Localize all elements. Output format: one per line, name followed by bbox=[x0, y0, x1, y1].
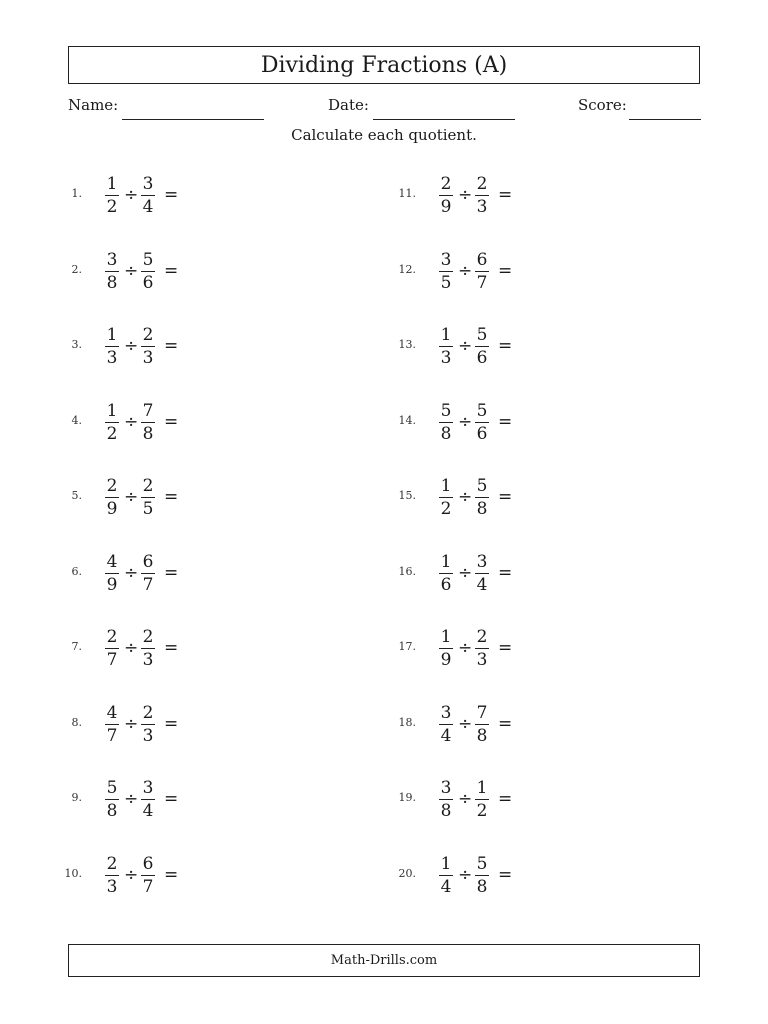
problem-number: 10. bbox=[64, 867, 82, 880]
numerator: 1 bbox=[106, 325, 118, 345]
divisor-fraction bbox=[474, 174, 490, 217]
fraction-bar bbox=[439, 497, 453, 498]
problem-number: 19. bbox=[398, 791, 416, 804]
dividend-fraction bbox=[104, 854, 120, 897]
fraction-bar bbox=[439, 422, 453, 423]
divisor-fraction bbox=[140, 250, 156, 293]
divisor-fraction bbox=[140, 552, 156, 595]
divide-sign: ÷ bbox=[458, 638, 473, 658]
dividend-fraction bbox=[438, 627, 454, 670]
divisor-fraction bbox=[140, 778, 156, 821]
problem-item bbox=[56, 250, 316, 294]
problem-number: 2. bbox=[71, 263, 82, 276]
dividend-fraction bbox=[438, 703, 454, 746]
numerator: 3 bbox=[440, 250, 452, 270]
problem-number: 16. bbox=[398, 565, 416, 578]
problem-number: 1. bbox=[71, 187, 82, 200]
score-line[interactable] bbox=[629, 119, 701, 120]
fraction-bar bbox=[439, 346, 453, 347]
instructions: Calculate each quotient. bbox=[291, 126, 477, 144]
denominator: 4 bbox=[440, 877, 452, 897]
denominator: 8 bbox=[476, 499, 488, 519]
dividend-fraction bbox=[104, 552, 120, 595]
numerator: 4 bbox=[106, 703, 118, 723]
fraction-bar bbox=[439, 271, 453, 272]
fraction-bar bbox=[105, 195, 119, 196]
fraction-bar bbox=[105, 875, 119, 876]
numerator: 7 bbox=[142, 401, 154, 421]
divisor-fraction bbox=[474, 401, 490, 444]
fraction-bar bbox=[439, 799, 453, 800]
equals-sign: = bbox=[498, 261, 513, 281]
equals-sign: = bbox=[164, 789, 179, 809]
divide-sign: ÷ bbox=[124, 412, 139, 432]
numerator: 3 bbox=[440, 703, 452, 723]
equals-sign: = bbox=[164, 261, 179, 281]
numerator: 7 bbox=[476, 703, 488, 723]
denominator: 4 bbox=[476, 575, 488, 595]
divisor-fraction bbox=[140, 174, 156, 217]
denominator: 7 bbox=[106, 650, 118, 670]
numerator: 2 bbox=[142, 703, 154, 723]
dividend-fraction bbox=[104, 627, 120, 670]
fraction-bar bbox=[141, 573, 155, 574]
denominator: 8 bbox=[476, 877, 488, 897]
fraction-bar bbox=[475, 799, 489, 800]
denominator: 6 bbox=[142, 273, 154, 293]
problem-number: 8. bbox=[71, 716, 82, 729]
problem-number: 7. bbox=[71, 640, 82, 653]
divisor-fraction bbox=[140, 854, 156, 897]
fraction-bar bbox=[141, 724, 155, 725]
dividend-fraction bbox=[104, 476, 120, 519]
denominator: 8 bbox=[440, 424, 452, 444]
problem-item bbox=[56, 778, 316, 822]
denominator: 3 bbox=[142, 726, 154, 746]
problem-number: 18. bbox=[398, 716, 416, 729]
divisor-fraction bbox=[140, 401, 156, 444]
equals-sign: = bbox=[164, 563, 179, 583]
denominator: 4 bbox=[142, 197, 154, 217]
denominator: 8 bbox=[440, 801, 452, 821]
problem-item bbox=[390, 401, 650, 445]
problem-item bbox=[390, 325, 650, 369]
divisor-fraction bbox=[474, 778, 490, 821]
dividend-fraction bbox=[438, 552, 454, 595]
denominator: 2 bbox=[106, 197, 118, 217]
denominator: 2 bbox=[106, 424, 118, 444]
divide-sign: ÷ bbox=[124, 789, 139, 809]
divide-sign: ÷ bbox=[458, 865, 473, 885]
numerator: 2 bbox=[106, 627, 118, 647]
denominator: 8 bbox=[106, 273, 118, 293]
numerator: 2 bbox=[106, 854, 118, 874]
numerator: 2 bbox=[476, 627, 488, 647]
problem-item bbox=[390, 174, 650, 218]
problem-item bbox=[56, 703, 316, 747]
name-label: Name: bbox=[68, 96, 119, 114]
numerator: 2 bbox=[142, 476, 154, 496]
divide-sign: ÷ bbox=[124, 714, 139, 734]
equals-sign: = bbox=[498, 487, 513, 507]
problem-item bbox=[56, 325, 316, 369]
denominator: 3 bbox=[142, 348, 154, 368]
problem-number: 17. bbox=[398, 640, 416, 653]
equals-sign: = bbox=[498, 714, 513, 734]
problem-number: 12. bbox=[398, 263, 416, 276]
dividend-fraction bbox=[438, 250, 454, 293]
problem-number: 20. bbox=[398, 867, 416, 880]
fraction-bar bbox=[475, 573, 489, 574]
denominator: 2 bbox=[440, 499, 452, 519]
equals-sign: = bbox=[498, 865, 513, 885]
worksheet-title-text: Dividing Fractions (A) bbox=[260, 52, 508, 78]
divide-sign: ÷ bbox=[458, 563, 473, 583]
fraction-bar bbox=[105, 648, 119, 649]
denominator: 3 bbox=[476, 197, 488, 217]
numerator: 2 bbox=[476, 174, 488, 194]
footer bbox=[68, 944, 700, 977]
equals-sign: = bbox=[164, 714, 179, 734]
divisor-fraction bbox=[474, 627, 490, 670]
divide-sign: ÷ bbox=[124, 638, 139, 658]
worksheet-title bbox=[68, 46, 700, 84]
divide-sign: ÷ bbox=[124, 865, 139, 885]
divide-sign: ÷ bbox=[458, 261, 473, 281]
denominator: 7 bbox=[142, 877, 154, 897]
dividend-fraction bbox=[438, 854, 454, 897]
divide-sign: ÷ bbox=[458, 487, 473, 507]
denominator: 9 bbox=[440, 197, 452, 217]
fraction-bar bbox=[475, 724, 489, 725]
divisor-fraction bbox=[474, 552, 490, 595]
problem-item bbox=[390, 552, 650, 596]
numerator: 1 bbox=[106, 174, 118, 194]
denominator: 8 bbox=[142, 424, 154, 444]
equals-sign: = bbox=[498, 789, 513, 809]
numerator: 2 bbox=[142, 325, 154, 345]
score-label: Score: bbox=[578, 96, 627, 114]
denominator: 3 bbox=[476, 650, 488, 670]
equals-sign: = bbox=[498, 563, 513, 583]
dividend-fraction bbox=[438, 476, 454, 519]
divide-sign: ÷ bbox=[458, 336, 473, 356]
numerator: 1 bbox=[440, 325, 452, 345]
fraction-bar bbox=[105, 799, 119, 800]
numerator: 5 bbox=[142, 250, 154, 270]
problem-item bbox=[56, 174, 316, 218]
fraction-bar bbox=[439, 573, 453, 574]
problem-number: 6. bbox=[71, 565, 82, 578]
divisor-fraction bbox=[140, 476, 156, 519]
name-line[interactable] bbox=[122, 119, 264, 120]
numerator: 1 bbox=[440, 476, 452, 496]
numerator: 3 bbox=[106, 250, 118, 270]
numerator: 6 bbox=[142, 854, 154, 874]
problem-item bbox=[56, 552, 316, 596]
denominator: 8 bbox=[106, 801, 118, 821]
numerator: 3 bbox=[440, 778, 452, 798]
divide-sign: ÷ bbox=[124, 563, 139, 583]
denominator: 3 bbox=[106, 348, 118, 368]
equals-sign: = bbox=[498, 638, 513, 658]
problem-number: 3. bbox=[71, 338, 82, 351]
denominator: 6 bbox=[440, 575, 452, 595]
equals-sign: = bbox=[164, 336, 179, 356]
divide-sign: ÷ bbox=[124, 261, 139, 281]
fraction-bar bbox=[141, 422, 155, 423]
fraction-bar bbox=[105, 497, 119, 498]
numerator: 2 bbox=[106, 476, 118, 496]
problem-number: 9. bbox=[71, 791, 82, 804]
problem-item bbox=[56, 476, 316, 520]
numerator: 5 bbox=[476, 401, 488, 421]
numerator: 3 bbox=[476, 552, 488, 572]
fraction-bar bbox=[141, 875, 155, 876]
dividend-fraction bbox=[104, 325, 120, 368]
divisor-fraction bbox=[140, 627, 156, 670]
denominator: 9 bbox=[106, 499, 118, 519]
denominator: 4 bbox=[440, 726, 452, 746]
dividend-fraction bbox=[104, 174, 120, 217]
problem-item bbox=[390, 778, 650, 822]
equals-sign: = bbox=[164, 185, 179, 205]
numerator: 4 bbox=[106, 552, 118, 572]
problem-number: 15. bbox=[398, 489, 416, 502]
fraction-bar bbox=[141, 799, 155, 800]
numerator: 5 bbox=[440, 401, 452, 421]
fraction-bar bbox=[475, 875, 489, 876]
denominator: 7 bbox=[476, 273, 488, 293]
fraction-bar bbox=[475, 195, 489, 196]
divisor-fraction bbox=[474, 476, 490, 519]
fraction-bar bbox=[475, 271, 489, 272]
dividend-fraction bbox=[438, 401, 454, 444]
problem-number: 5. bbox=[71, 489, 82, 502]
denominator: 4 bbox=[142, 801, 154, 821]
fraction-bar bbox=[141, 497, 155, 498]
divisor-fraction bbox=[474, 703, 490, 746]
fraction-bar bbox=[439, 875, 453, 876]
numerator: 1 bbox=[440, 854, 452, 874]
problem-number: 13. bbox=[398, 338, 416, 351]
denominator: 6 bbox=[476, 348, 488, 368]
problem-item bbox=[390, 854, 650, 898]
divisor-fraction bbox=[140, 703, 156, 746]
dividend-fraction bbox=[438, 174, 454, 217]
denominator: 8 bbox=[476, 726, 488, 746]
problem-number: 14. bbox=[398, 414, 416, 427]
numerator: 6 bbox=[476, 250, 488, 270]
numerator: 2 bbox=[142, 627, 154, 647]
score-field[interactable] bbox=[578, 94, 701, 120]
fraction-bar bbox=[475, 346, 489, 347]
fraction-bar bbox=[105, 422, 119, 423]
fraction-bar bbox=[439, 648, 453, 649]
fraction-bar bbox=[141, 648, 155, 649]
numerator: 5 bbox=[476, 325, 488, 345]
problem-item bbox=[390, 627, 650, 671]
fraction-bar bbox=[105, 346, 119, 347]
divide-sign: ÷ bbox=[458, 789, 473, 809]
numerator: 5 bbox=[476, 854, 488, 874]
numerator: 6 bbox=[142, 552, 154, 572]
date-line[interactable] bbox=[373, 119, 515, 120]
dividend-fraction bbox=[104, 401, 120, 444]
dividend-fraction bbox=[438, 778, 454, 821]
fraction-bar bbox=[439, 724, 453, 725]
numerator: 1 bbox=[440, 627, 452, 647]
numerator: 5 bbox=[476, 476, 488, 496]
numerator: 1 bbox=[440, 552, 452, 572]
equals-sign: = bbox=[164, 638, 179, 658]
divide-sign: ÷ bbox=[458, 412, 473, 432]
dividend-fraction bbox=[104, 778, 120, 821]
numerator: 1 bbox=[106, 401, 118, 421]
numerator: 5 bbox=[106, 778, 118, 798]
equals-sign: = bbox=[498, 185, 513, 205]
problem-item bbox=[390, 250, 650, 294]
divide-sign: ÷ bbox=[124, 487, 139, 507]
problem-item bbox=[56, 627, 316, 671]
divisor-fraction bbox=[474, 325, 490, 368]
fraction-bar bbox=[475, 422, 489, 423]
denominator: 7 bbox=[106, 726, 118, 746]
problem-item bbox=[56, 401, 316, 445]
denominator: 6 bbox=[476, 424, 488, 444]
fraction-bar bbox=[475, 497, 489, 498]
denominator: 5 bbox=[440, 273, 452, 293]
denominator: 5 bbox=[142, 499, 154, 519]
problem-item bbox=[390, 476, 650, 520]
equals-sign: = bbox=[164, 487, 179, 507]
denominator: 9 bbox=[106, 575, 118, 595]
denominator: 3 bbox=[106, 877, 118, 897]
equals-sign: = bbox=[164, 412, 179, 432]
divide-sign: ÷ bbox=[124, 336, 139, 356]
problem-number: 11. bbox=[398, 187, 416, 200]
fraction-bar bbox=[141, 195, 155, 196]
problem-number: 4. bbox=[71, 414, 82, 427]
numerator: 1 bbox=[476, 778, 488, 798]
fraction-bar bbox=[105, 724, 119, 725]
divide-sign: ÷ bbox=[124, 185, 139, 205]
dividend-fraction bbox=[438, 325, 454, 368]
name-field[interactable] bbox=[68, 94, 264, 120]
denominator: 3 bbox=[440, 348, 452, 368]
numerator: 2 bbox=[440, 174, 452, 194]
fraction-bar bbox=[141, 271, 155, 272]
divide-sign: ÷ bbox=[458, 185, 473, 205]
fraction-bar bbox=[141, 346, 155, 347]
denominator: 9 bbox=[440, 650, 452, 670]
denominator: 7 bbox=[142, 575, 154, 595]
numerator: 3 bbox=[142, 174, 154, 194]
dividend-fraction bbox=[104, 250, 120, 293]
divisor-fraction bbox=[474, 854, 490, 897]
equals-sign: = bbox=[498, 412, 513, 432]
dividend-fraction bbox=[104, 703, 120, 746]
fraction-bar bbox=[439, 195, 453, 196]
numerator: 3 bbox=[142, 778, 154, 798]
fraction-bar bbox=[105, 573, 119, 574]
divisor-fraction bbox=[474, 250, 490, 293]
equals-sign: = bbox=[498, 336, 513, 356]
problem-item bbox=[56, 854, 316, 898]
denominator: 2 bbox=[476, 801, 488, 821]
divide-sign: ÷ bbox=[458, 714, 473, 734]
date-label: Date: bbox=[328, 96, 369, 114]
fraction-bar bbox=[475, 648, 489, 649]
fraction-bar bbox=[105, 271, 119, 272]
divisor-fraction bbox=[140, 325, 156, 368]
denominator: 3 bbox=[142, 650, 154, 670]
footer-text: Math-Drills.com bbox=[330, 953, 438, 968]
date-field[interactable] bbox=[328, 94, 515, 120]
equals-sign: = bbox=[164, 865, 179, 885]
problem-item bbox=[390, 703, 650, 747]
